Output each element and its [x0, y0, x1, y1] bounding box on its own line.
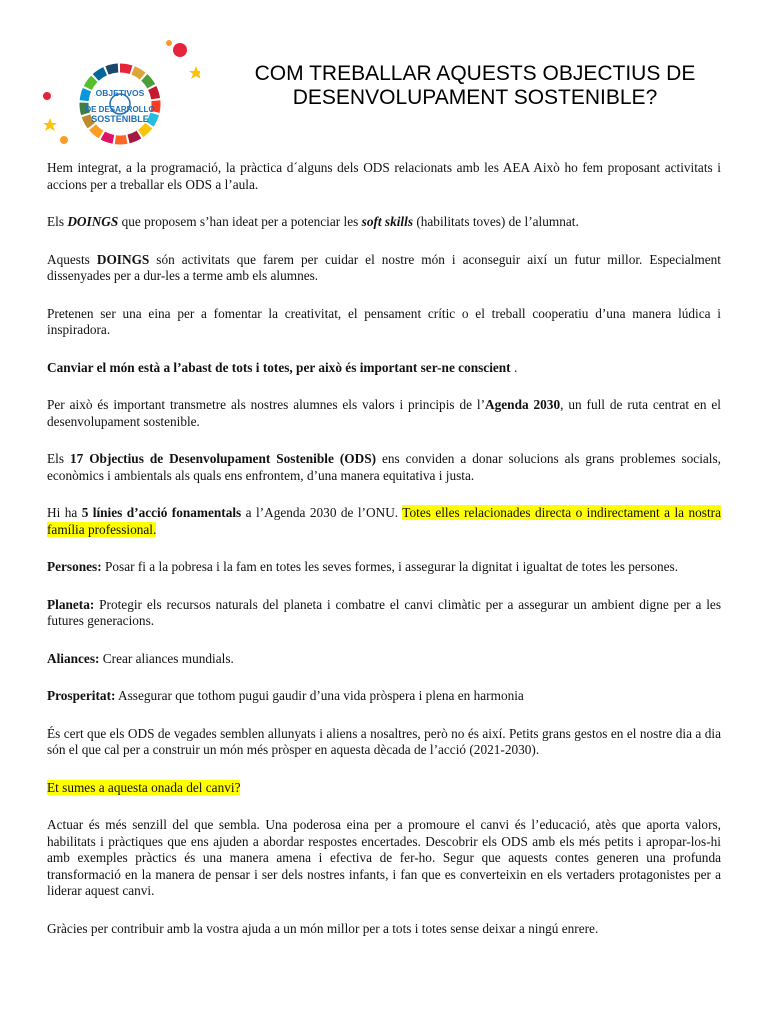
sdg-ring-segment	[152, 88, 155, 99]
star-icon	[189, 66, 200, 79]
paragraph-ods-close: És cert que els ODS de vegades semblen allunyats i aliens a nosaltres, però no és així. Petits grans gestos en el nostre dia a dia són el que cal per a construir un món més pròsper en aquesta dècada de l’acció (2021-2030).	[47, 725, 721, 757]
logo-line-3: SOSTENIBLE	[91, 114, 149, 124]
text: Hi ha	[47, 505, 82, 520]
text: Per això és important transmetre als nostres alumnes els valors i principis de l’	[47, 397, 486, 412]
paragraph-change-world	[47, 360, 721, 377]
text: Els	[47, 451, 70, 466]
text: a l’Agenda 2030 de l’ONU.	[241, 505, 403, 520]
paragraph-creativity: Pretenen ser una eina per a fomentar la creativitat, el pensament crític o el treball cooperatiu d’una manera lúdica i inspiradora.	[47, 305, 721, 337]
sdg-ring-segment	[133, 70, 143, 76]
highlighted-text: Totes elles relacionades directa o indirectament a la nostra família professional.	[47, 505, 722, 537]
text: (habilitats toves) de l’alumnat.	[413, 214, 579, 229]
sdg-ring-segment	[150, 114, 155, 124]
doings-bold: DOINGS	[96, 251, 150, 267]
sdg-color-ring	[84, 68, 156, 140]
red-dot-icon	[173, 43, 187, 57]
text: Aquests	[47, 251, 97, 267]
prosperitat-label: Prosperitat:	[47, 688, 116, 703]
planeta-label: Planeta:	[47, 596, 95, 612]
sdg-ring-segment	[93, 127, 102, 134]
paragraph-join-wave	[47, 780, 721, 797]
sdg-ring-segment	[144, 77, 151, 86]
logo-line-1: OBJETIVOS	[95, 88, 145, 98]
highlighted-text: Et sumes a aquesta onada del canvi?	[47, 779, 241, 795]
paragraph-prosperitat	[47, 688, 721, 705]
orange-dot-icon	[60, 136, 68, 144]
text: són activitats que farem per cuidar el nostre món i aconseguir així un futur millor. Especialment dissenyades per a dur-les a terme amb els alumnes.	[47, 251, 721, 283]
persones-label: Persones:	[47, 559, 102, 574]
aliances-label: Aliances:	[47, 650, 100, 666]
sdg-ring-segment	[120, 68, 131, 70]
paragraph-doings	[47, 214, 721, 231]
paragraph-education: Actuar és més senzill del que sembla. Una poderosa eina per a promoure el canvi és l’educació, atès que aporta valors, habilitats i pràctiques que ens ajuden a abordar respostes encertades. Descobrir els ODS amb els més petits i apropar-los-hi amb exemples pràctics és una manera amena i efectiva de fer-ho. Segur que aquests contes generen una profunda transformació en la manera de pensar i ser dels nostres infants, i fan que es converteixin en els vertaders protagonistes per a liderar aquest canvi.	[47, 817, 721, 898]
page-title	[205, 62, 745, 110]
paragraph-doings-activities	[47, 252, 721, 285]
agenda-2030-bold: Agenda 2030	[485, 397, 561, 412]
ods-bold: 17 Objectius de Desenvolupament Sostenible (ODS)	[69, 451, 377, 466]
doings-emphasis: DOINGS	[67, 214, 119, 229]
paragraph-planeta	[47, 597, 721, 630]
star-icon	[43, 118, 57, 131]
text: Protegir els recursos naturals del planeta i combatre el canvi climàtic per a assegurar un ambient digne per a les futures generacions.	[47, 596, 721, 628]
paragraph-aliances	[47, 651, 721, 668]
soft-skills-emphasis: soft skills	[361, 214, 413, 229]
document-body	[47, 160, 721, 958]
sdg-ring-segment	[103, 136, 114, 140]
sdg-ring-segment	[88, 79, 95, 88]
text: ens conviden a donar solucions als grans problemes socials, econòmics i ambientals als quals ens enfrontem, d’una manera equitativa i justa.	[47, 451, 721, 483]
sdg-ring-segment	[129, 135, 139, 139]
paragraph-5-lines	[47, 505, 721, 538]
orange-dot-icon	[166, 40, 172, 46]
sdg-logo	[40, 38, 200, 146]
paragraph-persones	[47, 559, 721, 576]
text: Crear aliances mundials.	[99, 650, 234, 666]
sdg-ring-segment	[141, 126, 149, 134]
text: Posar fi a la pobresa i la fam en totes les seves formes, i assegurar la dignitat i igualtat de totes les persones.	[101, 559, 679, 574]
paragraph-17-ods	[47, 451, 721, 484]
title-line-1: COM TREBALLAR AQUESTS OBJECTIUS DE	[254, 62, 696, 85]
logo-line-2: DE DESARROLLO	[85, 105, 155, 114]
five-lines-bold: 5 línies d’acció fonamentals	[81, 505, 242, 520]
sdg-ring-segment	[115, 139, 126, 140]
text: Els	[47, 214, 68, 229]
sdg-ring-segment	[107, 68, 118, 70]
change-world-bold: Canviar el món està a l’abast de tots i totes, per això és important ser-ne conscient	[47, 359, 511, 375]
paragraph-thanks: Gràcies per contribuir amb la vostra ajuda a un món millor per a tots i totes sense deixar a ningú enrere.	[47, 920, 599, 936]
text: , un full de ruta centrat en el desenvolupament sostenible.	[47, 397, 721, 429]
sdg-ring-segment	[84, 90, 87, 101]
sdg-ring-segment	[96, 71, 105, 77]
paragraph-intro: Hem integrat, a la programació, la pràctica d´alguns dels ODS relacionats amb les AEA Això ho fem proposant activitats i accions per a treballar els ODS a l’aula.	[47, 160, 721, 192]
sdg-ring-segment	[155, 101, 156, 112]
red-dot-icon	[43, 92, 51, 100]
text: Assegurar que tothom pugui gaudir d’una vida pròspera i plena en harmonia	[115, 688, 524, 703]
paragraph-agenda-2030	[47, 397, 721, 430]
text: que proposem s’han ideat per a potenciar les	[118, 214, 362, 229]
title-line-2: DESENVOLUPAMENT SOSTENIBLE?	[292, 86, 658, 109]
text: .	[510, 359, 518, 375]
